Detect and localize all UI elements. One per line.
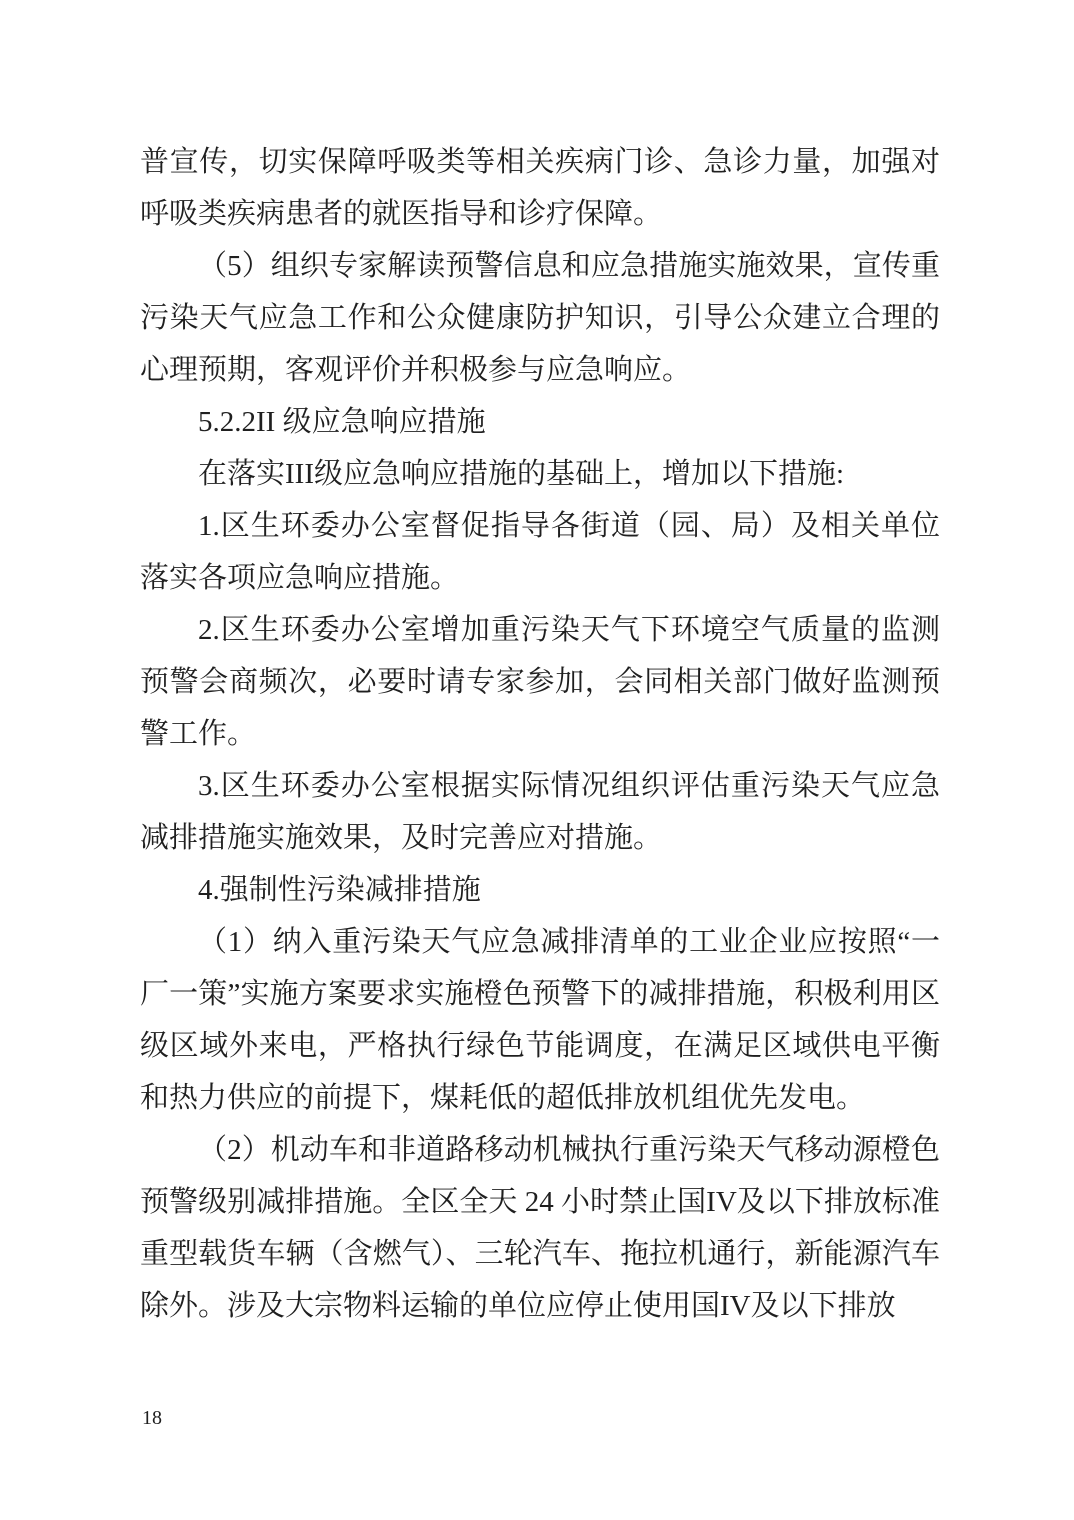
paragraph-continuation: 普宣传，切实保障呼吸类等相关疾病门诊、急诊力量，加强对呼吸类疾病患者的就医指导和诊疗保障。	[140, 146, 940, 230]
heading-5-2-2: 5.2.2II 级应急响应措施	[198, 406, 486, 438]
paragraph-measure-1: 1.区生环委办公室督促指导各街道（园、局）及相关单位落实各项应急响应措施。	[140, 510, 940, 594]
page-number: 18	[142, 1407, 162, 1429]
heading-measure-4: 4.强制性污染减排措施	[198, 874, 481, 906]
paragraph-measure-4-2: （2）机动车和非道路移动机械执行重污染天气移动源橙色预警级别减排措施。全区全天 24 小时禁止国IV及以下排放标准重型载货车辆（含燃气）、三轮汽车、拖拉机通行，新能源汽车除外。涉及大宗物料运输的单位应停止使用国IV及以下排放	[140, 1134, 940, 1322]
paragraph-item-5: （5）组织专家解读预警信息和应急措施实施效果，宣传重污染天气应急工作和公众健康防护知识，引导公众建立合理的心理预期，客观评价并积极参与应急响应。	[140, 250, 940, 386]
paragraph-measure-2: 2.区生环委办公室增加重污染天气下环境空气质量的监测预警会商频次，必要时请专家参加，会同相关部门做好监测预警工作。	[140, 614, 940, 750]
paragraph-intro: 在落实III级应急响应措施的基础上，增加以下措施:	[198, 458, 845, 490]
paragraph-measure-3: 3.区生环委办公室根据实际情况组织评估重污染天气应急减排措施实施效果，及时完善应对措施。	[140, 770, 940, 854]
paragraph-measure-4-1: （1）纳入重污染天气应急减排清单的工业企业应按照“一厂一策”实施方案要求实施橙色预警下的减排措施，积极利用区级区域外来电，严格执行绿色节能调度，在满足区域供电平衡和热力供应的前提下，煤耗低的超低排放机组优先发电。	[140, 926, 940, 1114]
document-text-block	[140, 136, 940, 1332]
